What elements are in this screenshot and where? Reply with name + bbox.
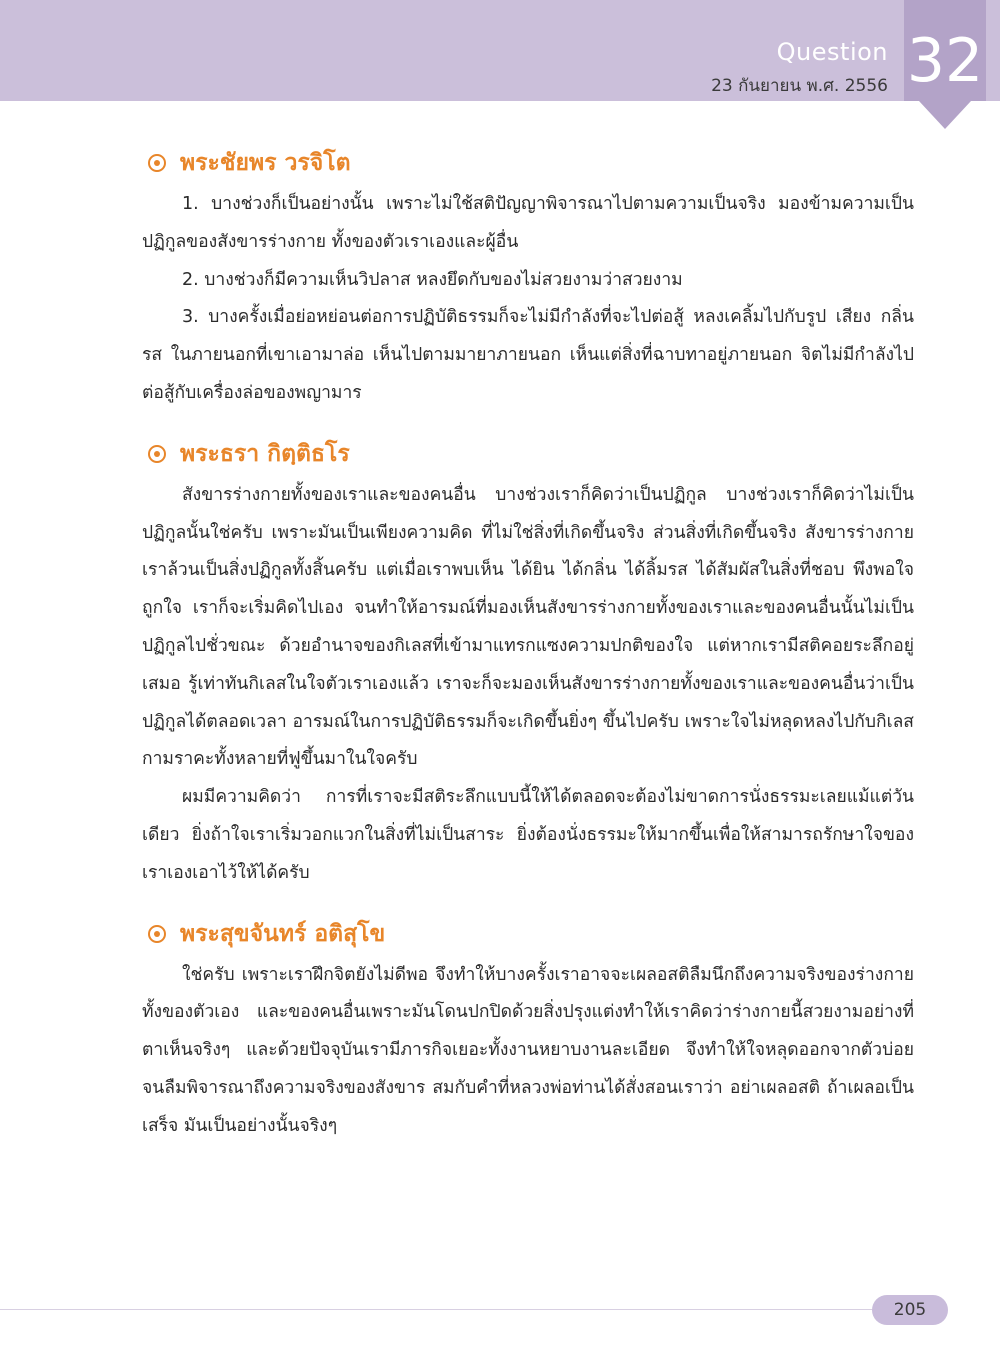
speaker-name: พระธรา กิตฺติธโร <box>180 440 350 467</box>
footer-rule <box>0 1309 872 1310</box>
target-bullet-icon <box>148 925 166 943</box>
speaker-heading <box>142 431 914 477</box>
answer-paragraph: สังขารร่างกายทั้งของเราและของคนอื่น บางช่วงเราก็คิดว่าเป็นปฏิกูล บางช่วงเราก็คิดว่าไม่เป็นปฏิกูลนั้นใช่ครับ เพราะมันเป็นเพียงความคิด ที่ไม่ใช่สิ่งที่เกิดขึ้นจริง ส่วนสิ่งที่เกิดขึ้นจริง สังขารร่างกายเราล้วนเป็นสิ่งปฏิกูลทั้งสิ้นครับ แต่เมื่อเราพบเห็น ได้ยิน ได้กลิ่น ได้ลิ้มรส ได้สัมผัสในสิ่งที่ชอบ พึงพอใจถูกใจ เราก็จะเริ่มคิดไปเอง จนทำให้อารมณ์ที่มองเห็นสังขารร่างกายทั้งของเราและของคนอื่นนั้นไม่เป็นปฏิกูลไปชั่วขณะ ด้วยอำนาจของกิเลสที่เข้ามาแทรกแซงความปกติของใจ แต่หากเรามีสติคอยระลึกอยู่เสมอ รู้เท่าทันกิเลสในใจตัวเราเองแล้ว เราจะก็จะมองเห็นสังขารร่างกายทั้งของเราและของคนอื่นว่าเป็นปฏิกูลได้ตลอดเวลา อารมณ์ในการปฏิบัติธรรมก็จะเกิดขึ้นยิ่งๆ ขึ้นไปครับ เพราะใจไม่หลุดหลงไปกับกิเลสกามราคะทั้งหลายที่ฟูขึ้นมาในใจครับ <box>142 484 914 770</box>
answer-section-1 <box>142 140 914 413</box>
speaker-name: พระชัยพร วรจิโต <box>180 150 351 176</box>
answer-section-2 <box>142 431 914 893</box>
header-pointer <box>919 101 971 129</box>
answer-paragraph: ผมมีความคิดว่า การที่เราจะมีสติระลึกแบบนี้ให้ได้ตลอดจะต้องไม่ขาดการนั่งธรรมะเลยแม้แต่วันเดียว ยิ่งถ้าใจเราเริ่มวอกแวกในสิ่งที่ไม่เป็นสาระ ยิ่งต้องนั่งธรรมะให้มากขึ้นเพื่อให้สามารถรักษาใจของเราเองเอาไว้ให้ได้ครับ <box>142 787 914 883</box>
target-bullet-icon <box>148 445 166 463</box>
answer-section-3 <box>142 911 914 1146</box>
target-bullet-icon <box>148 154 166 172</box>
answer-paragraph: ใช่ครับ เพราะเราฝึกจิตยังไม่ดีพอ จึงทำให้บางครั้งเราอาจจะเผลอสติลืมนึกถึงความจริงของร่างกายทั้งของตัวเอง และของคนอื่นเพราะมันโดนปกปิดด้วยสิ่งปรุงแต่งทำให้เราคิดว่าร่างกายนี้สวยงามอย่างที่ตาเห็นจริงๆ และด้วยปัจจุบันเรามีภารกิจเยอะทั้งงานหยาบงานละเอียด จึงทำให้ใจหลุดออกจากตัวบ่อย จนลืมพิจารณาถึงความจริงของสังขาร สมกับคำที่หลวงพ่อท่านได้สั่งสอนเราว่า อย่าเผลอสติ ถ้าเผลอเป็นเสร็จ มันเป็นอย่างนั้นจริงๆ <box>142 964 914 1136</box>
speaker-heading <box>142 140 914 186</box>
page-number: 205 <box>872 1295 948 1325</box>
answer-paragraph: 3. บางครั้งเมื่อย่อหย่อนต่อการปฏิบัติธรรมก็จะไม่มีกำลังที่จะไปต่อสู้ หลงเคลิ้มไปกับรูป เสียง กลิ่น รส ในภายนอกที่เขาเอามาล่อ เห็นไปตามมายาภายนอก เห็นแต่สิ่งที่ฉาบทาอยู่ภายนอก จิตไม่มีกำลังไปต่อสู้กับเครื่องล่อของพญามาร <box>142 307 914 403</box>
content <box>142 140 914 1164</box>
question-number: 32 <box>906 26 984 96</box>
speaker-heading <box>142 911 914 957</box>
question-label: Question <box>776 38 888 66</box>
speaker-name: พระสุขจันทร์ อติสุโข <box>180 920 386 947</box>
question-date: 23 กันยายน พ.ศ. 2556 <box>711 76 888 96</box>
answer-paragraph: 1. บางช่วงก็เป็นอย่างนั้น เพราะไม่ใช้สติปัญญาพิจารณาไปตามความเป็นจริง มองข้ามความเป็นปฏิกูลของสังขารร่างกาย ทั้งของตัวเราเองและผู้อื่น <box>142 194 914 252</box>
answer-paragraph: 2. บางช่วงก็มีความเห็นวิปลาส หลงยึดกับของไม่สวยงามว่าสวยงาม <box>182 269 683 290</box>
